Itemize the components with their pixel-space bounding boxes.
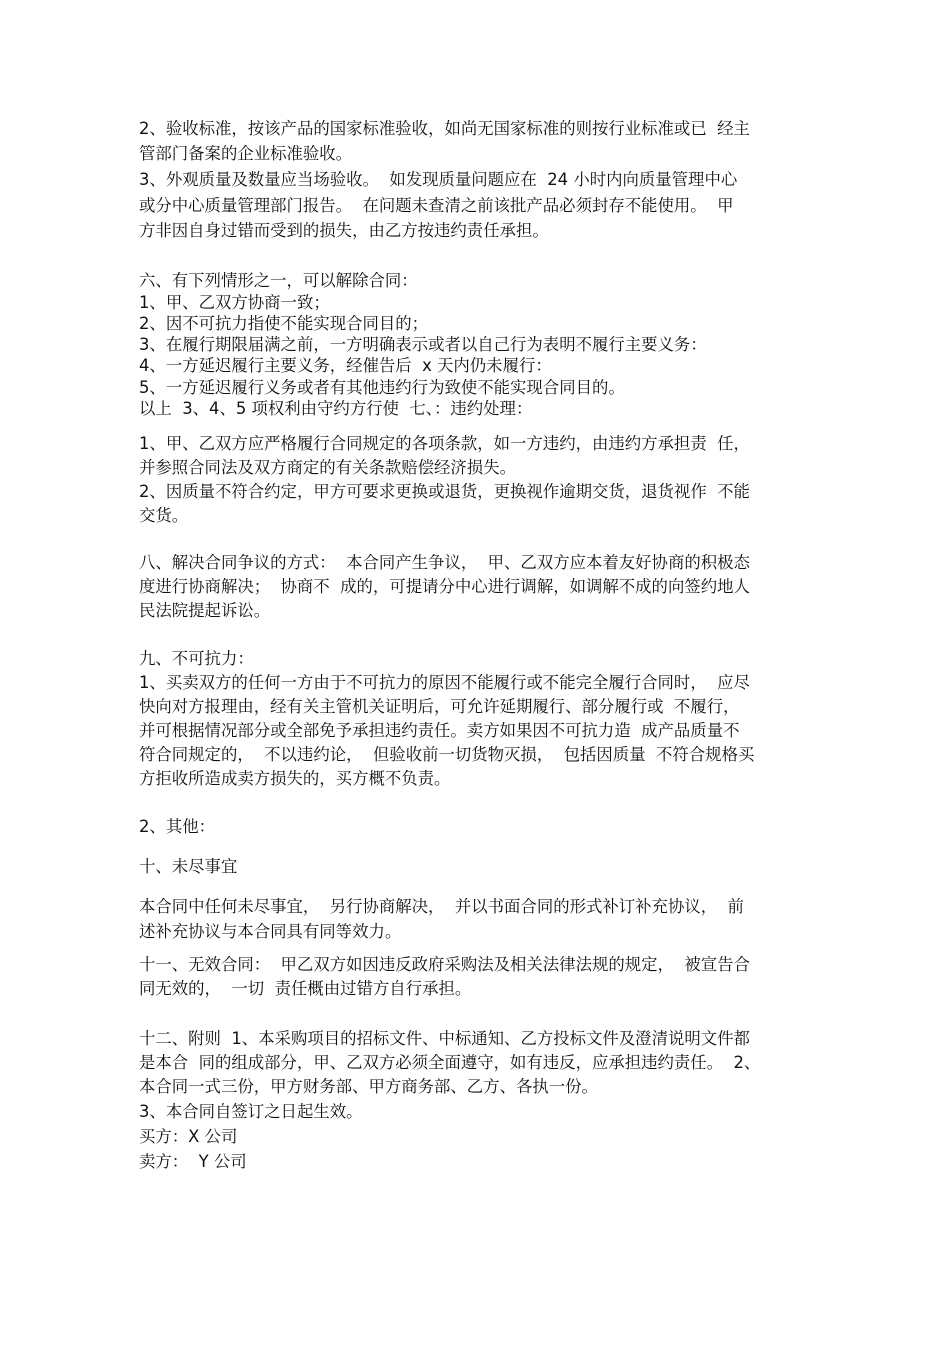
text-line: 3、在履行期限届满之前，一方明确表示或者以自己行为表明不履行主要义务：	[139, 335, 707, 354]
text-line: 5、一方延迟履行义务或者有其他违约行为致使不能实现合同目的。	[139, 378, 625, 397]
text-line: 本合同一式三份，甲方财务部、甲方商务部、乙方、各执一份。	[139, 1077, 598, 1096]
text-line: 快向对方报理由，经有关主管机关证明后，可允许延期履行、部分履行或 不履行，	[139, 697, 740, 716]
text-line: 2、因不可抗力指使不能实现合同目的；	[139, 314, 429, 333]
text-line: 符合同规定的， 不以违约论， 但验收前一切货物灭损， 包括因质量 不符合规格买	[139, 745, 755, 764]
text-line: 民法院提起诉讼。	[139, 601, 271, 620]
text-line: 方拒收所造成卖方损失的，买方概不负责。	[139, 769, 451, 788]
section-heading: 八、解决合同争议的方式： 本合同产生争议， 甲、乙双方应本着友好协商的积极态	[139, 553, 750, 572]
text-line: 同无效的， 一切 责任概由过错方自行承担。	[139, 979, 472, 998]
text-line: 3、本合同自签订之日起生效。	[139, 1102, 363, 1121]
text-line: 1、买卖双方的任何一方由于不可抗力的原因不能履行或不能完全履行合同时， 应尽	[139, 673, 750, 692]
text-line: 并可根据情况部分或全部免予承担违约责任。卖方如果因不可抗力造 成产品质量不	[139, 721, 740, 740]
text-line: 以上 3、4、5 项权利由守约方行使 七、：违约处理：	[139, 399, 533, 418]
text-line: 1、甲、乙双方协商一致；	[139, 293, 330, 312]
text-line: 2、验收标准，按该产品的国家标准验收，如尚无国家标准的则按行业标准或已 经主	[139, 119, 750, 138]
text-line: 述补充协议与本合同具有同等效力。	[139, 922, 402, 941]
section-heading: 十、未尽事宜	[139, 857, 238, 876]
text-line: 并参照合同法及双方商定的有关条款赔偿经济损失。	[139, 458, 516, 477]
text-line: 2、因质量不符合约定，甲方可要求更换或退货，更换视作逾期交货，退货视作 不能	[139, 482, 750, 501]
buyer-line: 买方：X 公司	[139, 1127, 238, 1146]
text-line: 或分中心质量管理部门报告。 在问题未查清之前该批产品必须封存不能使用。 甲	[139, 196, 734, 215]
section-heading: 十二、附则 1、本采购项目的招标文件、中标通知、乙方投标文件及澄清说明文件都	[139, 1029, 750, 1048]
text-line: 管部门备案的企业标准验收。	[139, 144, 353, 163]
seller-line: 卖方： Y 公司	[139, 1152, 247, 1171]
section-heading: 十一、无效合同： 甲乙双方如因违反政府采购法及相关法律法规的规定， 被宣告合	[139, 955, 750, 974]
text-line: 1、甲、乙双方应严格履行合同规定的各项条款，如一方违约，由违约方承担责 任，	[139, 434, 750, 453]
text-line: 3、外观质量及数量应当场验收。 如发现质量问题应在 24 小时内向质量管理中心	[139, 170, 738, 189]
text-line: 度进行协商解决； 协商不 成的，可提请分中心进行调解，如调解不成的向签约地人	[139, 577, 750, 596]
text-line: 交货。	[139, 506, 189, 525]
text-line: 方非因自身过错而受到的损失，由乙方按违约责任承担。	[139, 221, 549, 240]
text-line: 4、一方延迟履行主要义务，经催告后 x 天内仍未履行：	[139, 356, 552, 375]
text-line: 2、其他：	[139, 817, 215, 836]
text-line: 是本合 同的组成部分，甲、乙双方必须全面遵守，如有违反，应承担违约责任。 2、	[139, 1053, 761, 1072]
section-heading: 六、有下列情形之一，可以解除合同：	[139, 271, 418, 290]
section-heading: 九、不可抗力：	[139, 649, 254, 668]
text-line: 本合同中任何未尽事宜， 另行协商解决， 并以书面合同的形式补订补充协议， 前	[139, 897, 744, 916]
